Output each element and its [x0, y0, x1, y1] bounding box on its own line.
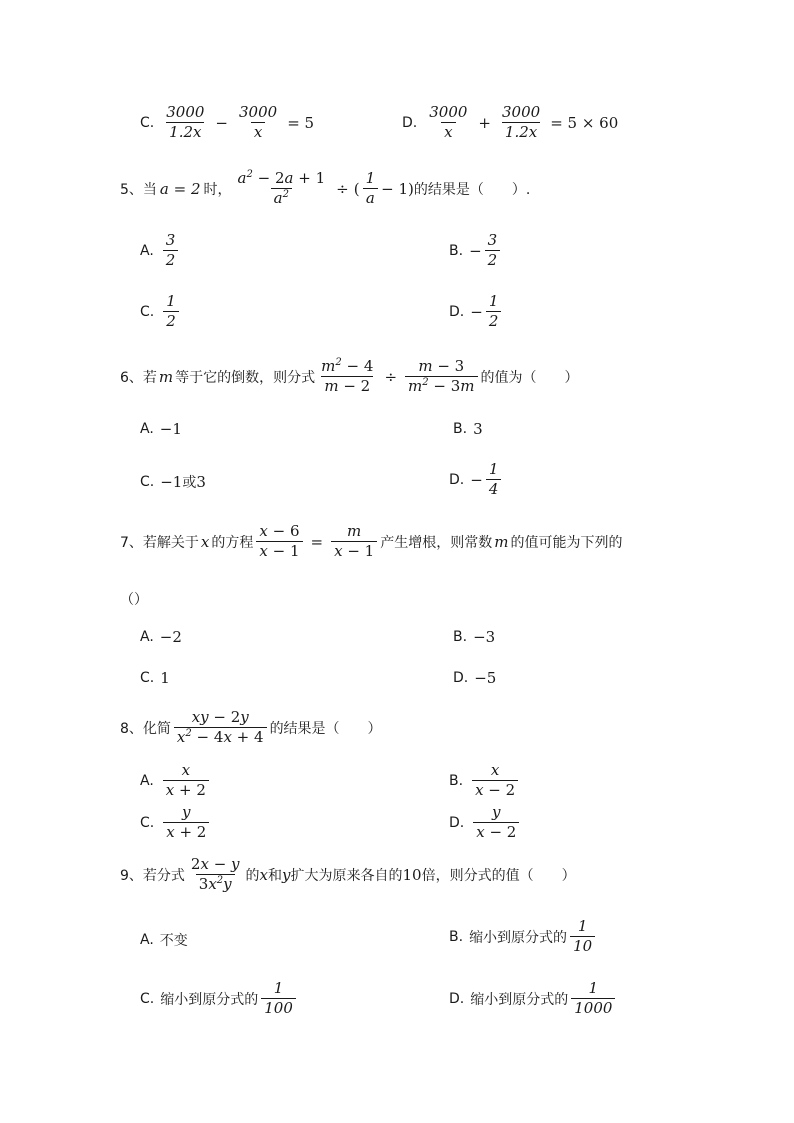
- question-number: 9、: [120, 867, 143, 884]
- question-text: 时，: [203, 181, 232, 198]
- option-label: A.: [140, 242, 154, 259]
- variable: x: [259, 865, 268, 884]
- option-value: 1: [160, 669, 170, 687]
- q5-option-d[interactable]: D. − $\frac{1}{2}$: [449, 293, 504, 330]
- q5-option-a[interactable]: [140, 232, 181, 269]
- option-label: D.: [402, 114, 418, 131]
- question-number: 8、: [120, 720, 143, 737]
- q8-option-a[interactable]: [140, 762, 212, 799]
- question-number: 7、: [120, 534, 143, 551]
- option-value: 3: [196, 473, 206, 491]
- fraction: $\frac{x}{x - 2}$: [472, 762, 518, 799]
- q9-option-d[interactable]: [449, 980, 618, 1017]
- option-label: C.: [140, 303, 155, 320]
- question-text: 的结果是（ ）.: [413, 181, 531, 198]
- question-text: 的结果是（ ）: [269, 720, 382, 737]
- fraction: $\frac{a^2 - 2a + 1}{a^2}$: [237, 169, 326, 207]
- question-number: 5、: [120, 181, 143, 198]
- fraction: $\frac{3000}{1.2x}$: [166, 103, 205, 141]
- q6-option-a[interactable]: [140, 420, 182, 438]
- q9-option-c[interactable]: [140, 980, 299, 1017]
- option-label: C.: [140, 990, 155, 1007]
- question-text: 若解关于: [142, 534, 199, 551]
- prev-option-c: C. $\frac{3000}{1.2x}$ − $\frac{3000}{x}$ = 5: [140, 103, 315, 141]
- q7-option-b[interactable]: [453, 628, 495, 646]
- q8-option-c[interactable]: [140, 804, 212, 841]
- option-text: 缩小到原分式的: [470, 991, 569, 1008]
- question-text: 产生增根，则常数: [380, 534, 493, 551]
- question-text: 倍，则分式的值（ ）: [421, 867, 576, 884]
- prev-option-d: D. $\frac{3000}{x}$ + $\frac{3000}{1.2x}$ = 5 × 60: [402, 103, 619, 141]
- question-6: 6、 若 m 等于它的倒数，则分式 $\frac{m^2 - 4}{m - 2}$ ÷ $\frac{m - 3}{m^2 - 3m}$ 的值为（ ）: [120, 357, 579, 395]
- option-label: C.: [140, 814, 155, 831]
- question-7: 7、 若解关于 x 的方程 $\frac{x - 6}{x - 1}$ = $\frac{m}{x - 1}$ 产生增根，则常数 m 的值可能为下列的: [120, 522, 623, 560]
- q7-option-a[interactable]: [140, 628, 182, 646]
- option-label: D.: [449, 471, 465, 488]
- option-label: B.: [453, 421, 468, 437]
- condition: a = 2: [159, 179, 201, 198]
- fraction: $\frac{m}{x - 1}$: [331, 523, 377, 560]
- question-9: [120, 856, 576, 893]
- option-value: −1: [160, 473, 183, 491]
- question-5: 5、 当 a = 2 时， $\frac{a^2 - 2a + 1}{a^2}$ ÷ ( $\frac{1}{a}$ − 1) 的结果是（ ）.: [120, 169, 531, 207]
- variable: x: [200, 532, 210, 551]
- option-label: C.: [140, 474, 155, 490]
- q9-option-b[interactable]: [449, 918, 598, 955]
- fraction: $\frac{3000}{x}$: [239, 103, 278, 141]
- question-text: 的方程: [211, 534, 254, 551]
- multiplier: 10: [402, 865, 422, 884]
- question-text: 和: [268, 867, 282, 884]
- fraction: $\frac{1}{10}$: [570, 918, 595, 955]
- q6-option-c[interactable]: [140, 472, 206, 492]
- q6-option-b[interactable]: [453, 420, 483, 438]
- q8-option-b[interactable]: [449, 762, 521, 799]
- question-text: 扩大为原来各自的: [290, 867, 403, 884]
- q7-option-c[interactable]: [140, 669, 170, 687]
- fraction: $\frac{y}{x + 2}$: [163, 804, 209, 841]
- option-label: B.: [453, 629, 468, 645]
- option-label: C.: [140, 114, 155, 131]
- option-label: D.: [449, 990, 465, 1007]
- option-label: A.: [140, 421, 154, 437]
- question-number: 6、: [120, 369, 143, 386]
- question-text: 的值为（ ）: [480, 369, 579, 386]
- question-text: 当: [142, 181, 157, 198]
- fraction: $\frac{3}{2}$: [485, 232, 501, 269]
- option-text: 缩小到原分式的: [160, 991, 259, 1008]
- question-text: 的: [245, 867, 260, 884]
- fraction: $\frac{1}{4}$: [486, 461, 502, 498]
- question-text: 化简: [142, 720, 171, 737]
- option-label: A.: [140, 932, 154, 948]
- option-label: A.: [140, 629, 154, 645]
- answer-blank: （）: [120, 592, 148, 608]
- option-text: 缩小到原分式的: [469, 929, 568, 946]
- q5-option-c[interactable]: [140, 293, 182, 330]
- fraction: $\frac{3000}{1.2x}$: [502, 103, 541, 141]
- option-label: D.: [449, 814, 465, 831]
- fraction: $\frac{m - 3}{m^2 - 3m}$: [405, 358, 478, 395]
- fraction: $\frac{y}{x - 2}$: [473, 804, 519, 841]
- fraction: $\frac{m^2 - 4}{m - 2}$: [321, 357, 374, 395]
- equation-tail: = 5 × 60: [550, 113, 619, 132]
- fraction: $\frac{1}{2}$: [163, 293, 179, 330]
- question-text: 等于它的倒数，则分式: [175, 369, 316, 386]
- fraction: $\frac{1}{100}$: [261, 980, 296, 1017]
- question-text: 若分式: [142, 867, 185, 884]
- variable: m: [494, 532, 509, 551]
- fraction: $\frac{x - 6}{x - 1}$: [256, 523, 302, 560]
- option-value: −5: [474, 669, 497, 687]
- option-text: 不变: [159, 933, 188, 949]
- q5-option-b[interactable]: B. − $\frac{3}{2}$: [449, 232, 503, 269]
- question-7-paren: [120, 589, 148, 609]
- fraction: $\frac{x}{x + 2}$: [163, 762, 209, 799]
- variable: y: [282, 865, 291, 884]
- option-value: −3: [473, 628, 496, 646]
- equation-tail: = 5: [287, 113, 315, 132]
- q8-option-d[interactable]: [449, 804, 522, 841]
- option-label: D.: [453, 670, 469, 686]
- fraction: $\frac{2x - y}{3x^2y}$: [190, 855, 240, 893]
- fraction: $\frac{1}{a}$: [363, 170, 379, 207]
- option-label: C.: [140, 670, 155, 686]
- option-value: 3: [473, 420, 483, 438]
- fraction: $\frac{3000}{x}$: [429, 103, 468, 141]
- question-8: [120, 709, 382, 746]
- option-value: −1: [159, 420, 182, 438]
- option-connector: 或: [182, 475, 197, 491]
- fraction: $\frac{1}{1000}$: [571, 980, 615, 1017]
- option-label: B.: [449, 242, 464, 259]
- q6-option-d[interactable]: D. − $\frac{1}{4}$: [449, 461, 504, 498]
- fraction: $\frac{1}{2}$: [486, 293, 502, 330]
- option-value: −2: [159, 628, 182, 646]
- q9-option-a[interactable]: [140, 930, 188, 950]
- option-label: D.: [449, 303, 465, 320]
- option-label: B.: [449, 928, 464, 945]
- q7-option-d[interactable]: [453, 669, 496, 687]
- fraction: $\frac{xy - 2y}{x^2 - 4x + 4}$: [174, 709, 267, 746]
- variable: m: [158, 367, 174, 386]
- question-text: 若: [142, 369, 157, 386]
- option-label: B.: [449, 772, 464, 789]
- fraction: $\frac{3}{2}$: [163, 232, 179, 269]
- question-text: 的值可能为下列的: [510, 534, 623, 551]
- option-label: A.: [140, 772, 154, 789]
